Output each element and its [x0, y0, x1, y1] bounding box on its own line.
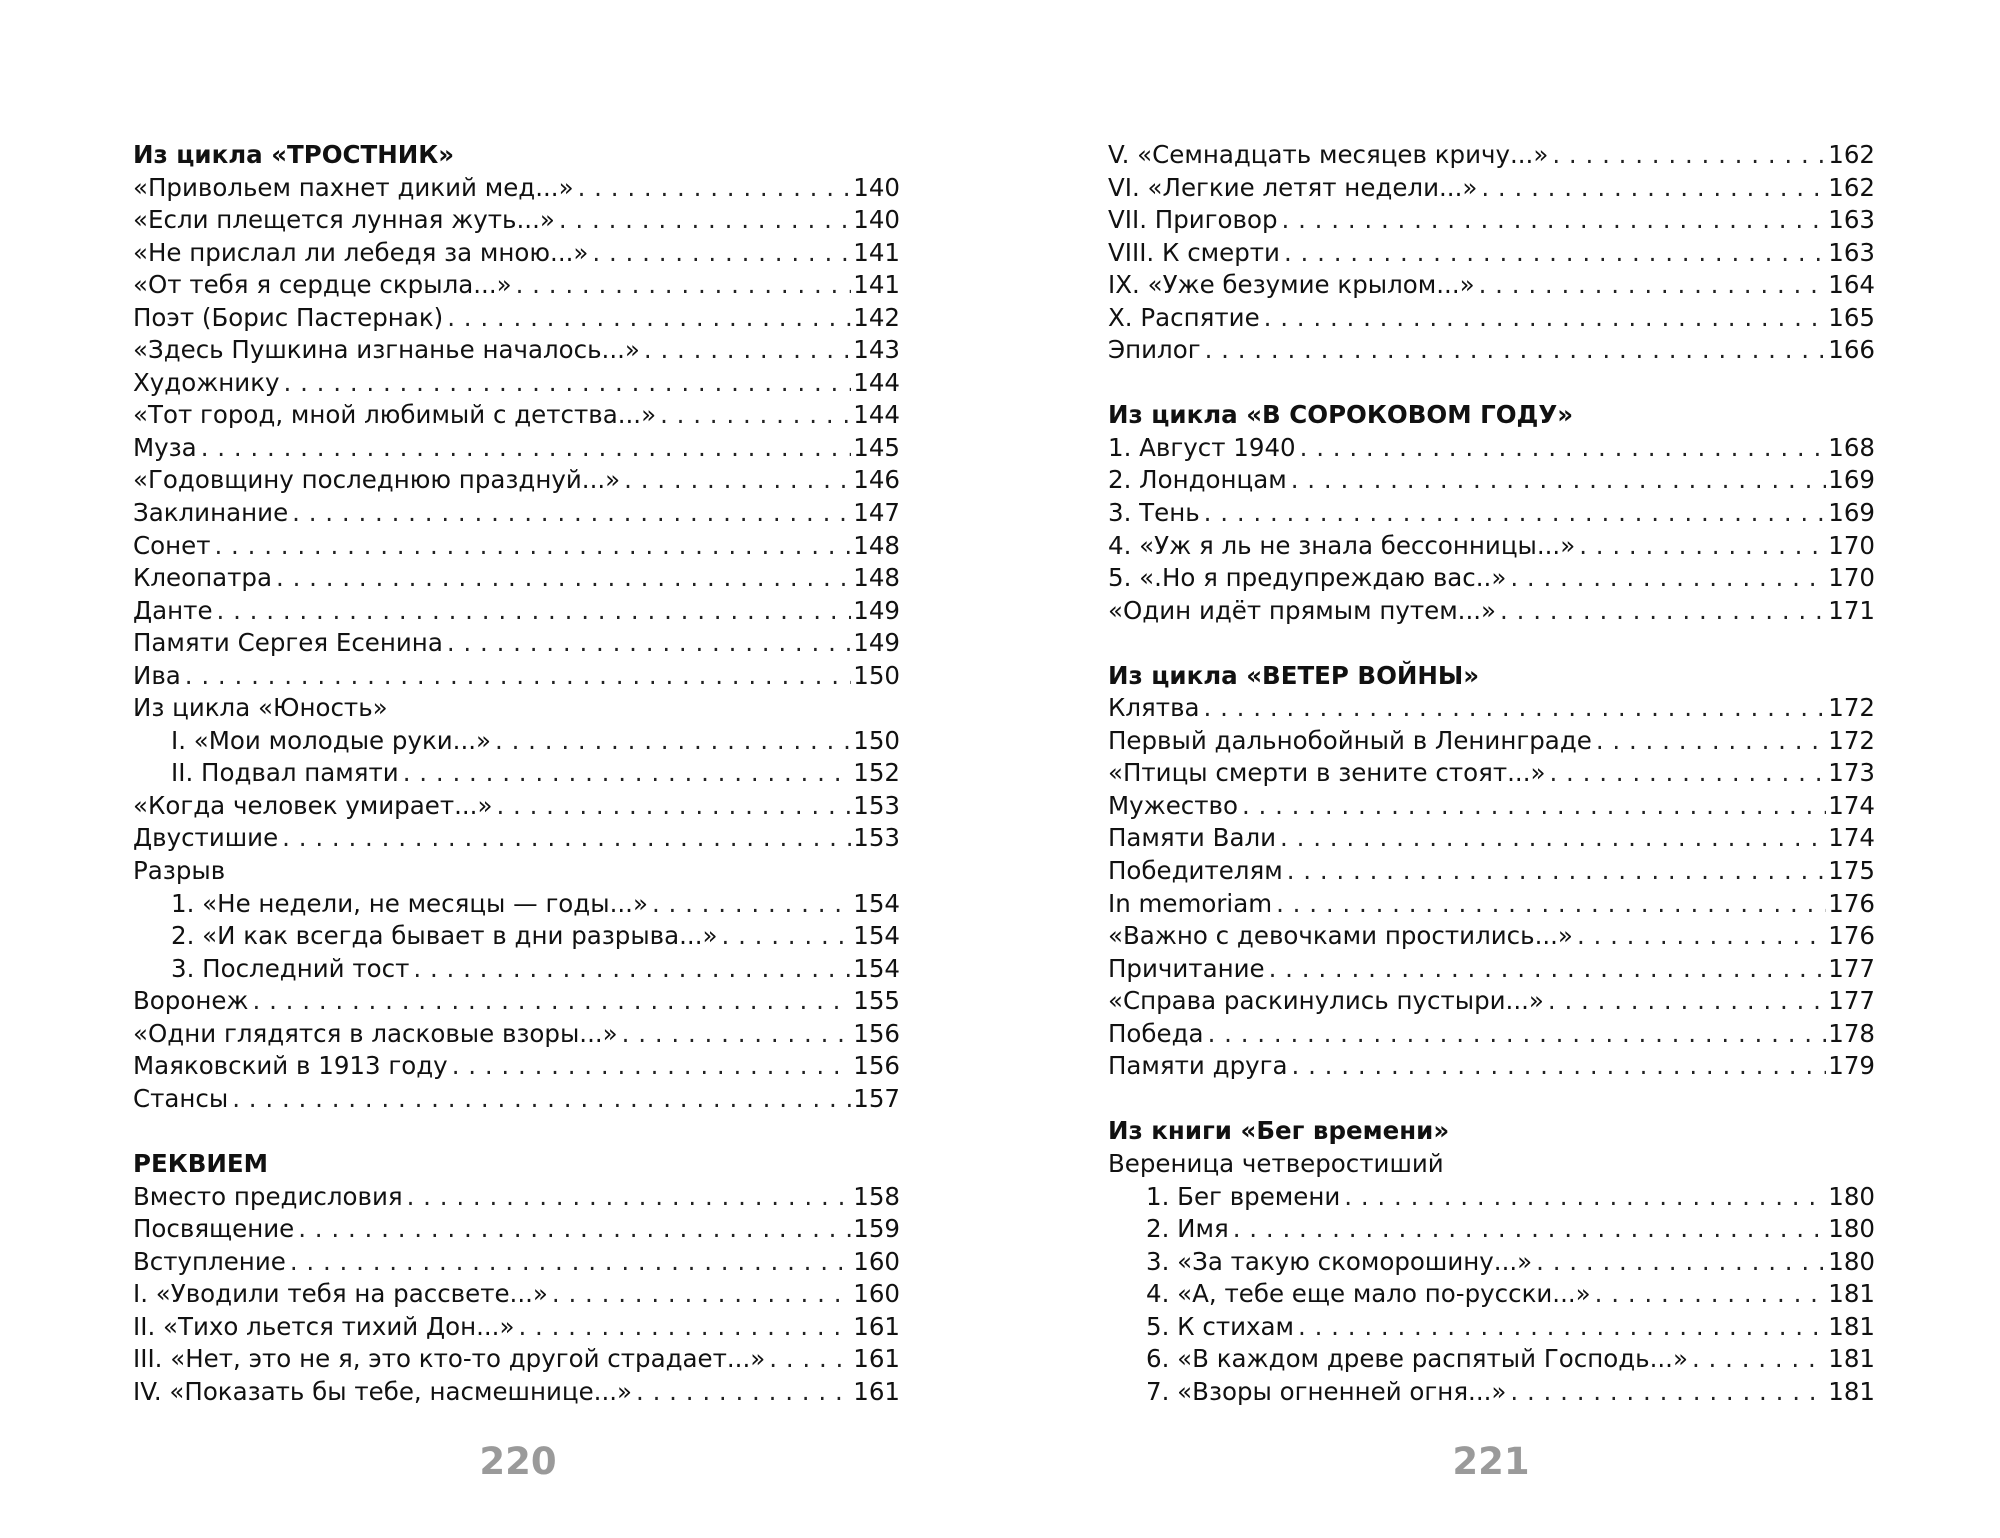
dot-leader: [495, 725, 851, 758]
entry-page-number: 152: [853, 758, 900, 788]
entry-page-number: 157: [853, 1083, 900, 1113]
entry-title: Победа: [1108, 1018, 1204, 1048]
dot-leader: [769, 1343, 851, 1376]
entry-title: 7. «Взоры огненней огня...»: [1146, 1376, 1507, 1406]
entry-title: «Одни глядятся в ласковые взоры...»: [133, 1018, 618, 1048]
dot-leader: [413, 953, 851, 986]
entry-title: Памяти Сергея Есенина: [133, 628, 443, 658]
entry-page-number: 156: [853, 1018, 900, 1048]
entry-page-number: 149: [853, 595, 900, 625]
toc-entry: [133, 790, 900, 823]
toc-entry: [1108, 204, 1875, 237]
dot-leader: [559, 204, 851, 237]
dot-leader: [1284, 237, 1826, 270]
dot-leader: [592, 237, 851, 270]
entry-page-number: 146: [853, 465, 900, 495]
entry-title: Клятва: [1108, 693, 1200, 723]
dot-leader: [217, 595, 852, 628]
entry-title: 1. «Не недели, не месяцы — годы...»: [171, 888, 648, 918]
toc-entry: [133, 920, 900, 953]
toc-entry: [133, 985, 900, 1018]
entry-title: Ива: [133, 660, 181, 690]
entry-page-number: 161: [853, 1344, 900, 1374]
dot-leader: [1280, 822, 1826, 855]
entry-title: 5. К стихам: [1146, 1311, 1295, 1341]
toc-entry: [133, 757, 900, 790]
entry-page-number: 176: [1828, 888, 1875, 918]
entry-title: 4. «А, тебе еще мало по-русски...»: [1146, 1279, 1591, 1309]
toc-entry: [1108, 432, 1875, 465]
toc-entry: [133, 302, 900, 335]
entry-page-number: 147: [853, 498, 900, 528]
dot-leader: [292, 497, 851, 530]
dot-leader: [403, 757, 852, 790]
dot-leader: [1204, 692, 1827, 725]
toc-entry: [133, 822, 900, 855]
toc-entry: [133, 172, 900, 205]
toc-entry: [133, 953, 900, 986]
entry-title: Причитание: [1108, 953, 1265, 983]
entry-page-number: 160: [853, 1246, 900, 1276]
entry-title: Из цикла «В СОРОКОВОМ ГОДУ»: [1108, 400, 1574, 430]
toc-entry: [133, 269, 900, 302]
dot-leader: [1596, 725, 1826, 758]
entry-page-number: 180: [1828, 1214, 1875, 1244]
entry-page-number: 148: [853, 563, 900, 593]
dot-leader: [496, 790, 851, 823]
dot-leader: [290, 1246, 851, 1279]
toc-entry: [1108, 692, 1875, 725]
toc-entry: [133, 725, 900, 758]
page-number-right: 221: [1452, 1440, 1530, 1483]
toc-entry: [1108, 757, 1875, 790]
entry-page-number: 181: [1828, 1376, 1875, 1406]
entry-title: III. «Нет, это не я, это кто-то другой страдает...»: [133, 1344, 766, 1374]
toc-entry: [133, 1083, 900, 1116]
entry-page-number: 161: [853, 1376, 900, 1406]
toc-entry: [133, 237, 900, 270]
entry-page-number: 141: [853, 270, 900, 300]
entry-page-number: 144: [853, 400, 900, 430]
entry-page-number: 181: [1828, 1311, 1875, 1341]
entry-page-number: 180: [1828, 1246, 1875, 1276]
entry-title: 5. «.Но я предупреждаю вас..»: [1108, 563, 1507, 593]
entry-page-number: 155: [853, 986, 900, 1016]
entry-title: II. Подвал памяти: [171, 758, 399, 788]
entry-title: «Важно с девочками простились...»: [1108, 921, 1573, 951]
toc-entry: [133, 1376, 900, 1409]
entry-page-number: 179: [1828, 1051, 1875, 1081]
entry-page-number: 141: [853, 237, 900, 267]
toc-entry: [133, 432, 900, 465]
entry-title: Двустишие: [133, 823, 279, 853]
entry-page-number: 172: [1828, 725, 1875, 755]
entry-page-number: 145: [853, 432, 900, 462]
dot-leader: [1536, 1246, 1826, 1279]
entry-title: X. Распятие: [1108, 302, 1260, 332]
section-heading: [1108, 660, 1875, 693]
dot-leader: [1548, 985, 1826, 1018]
entry-page-number: 161: [853, 1311, 900, 1341]
dot-leader: [201, 432, 852, 465]
dot-leader: [214, 530, 851, 563]
entry-title: Из книги «Бег времени»: [1108, 1116, 1450, 1146]
entry-title: V. «Семнадцать месяцев кричу...»: [1108, 140, 1549, 169]
toc-entry: [1108, 497, 1875, 530]
toc-entry: [1108, 464, 1875, 497]
entry-page-number: 148: [853, 530, 900, 560]
entry-title: Клеопатра: [133, 563, 272, 593]
toc-entry: [1108, 790, 1875, 823]
entry-title: Сонет: [133, 530, 211, 560]
entry-title: 4. «Уж я ль не знала бессонницы...»: [1108, 530, 1576, 560]
section-gap: [1108, 1083, 1875, 1116]
dot-leader: [1208, 1018, 1827, 1051]
entry-title: 1. Бег времени: [1146, 1181, 1341, 1211]
entry-title: Из цикла «ВЕТЕР ВОЙНЫ»: [1108, 660, 1480, 690]
dot-leader: [1500, 595, 1826, 628]
entry-page-number: 158: [853, 1181, 900, 1211]
entry-title: Победителям: [1108, 856, 1283, 886]
entry-page-number: 153: [853, 790, 900, 820]
entry-title: IX. «Уже безумие крылом...»: [1108, 270, 1475, 300]
toc-entry: [133, 888, 900, 921]
toc-entry: [133, 497, 900, 530]
entry-title: «Когда человек умирает...»: [133, 790, 493, 820]
section-heading: [133, 139, 900, 172]
dot-leader: [1205, 334, 1827, 367]
toc-entry: [133, 530, 900, 563]
dot-leader: [660, 399, 851, 432]
dot-leader: [1276, 888, 1826, 921]
toc-entry: [1108, 1181, 1875, 1214]
toc-entry: [1108, 302, 1875, 335]
entry-title: 3. «За такую скоморошину...»: [1146, 1246, 1533, 1276]
toc-entry: [1108, 985, 1875, 1018]
toc-entry: [133, 562, 900, 595]
toc-entry: [1108, 595, 1875, 628]
entry-title: «Один идёт прямым путем...»: [1108, 595, 1497, 625]
entry-page-number: 174: [1828, 823, 1875, 853]
entry-page-number: 171: [1828, 595, 1875, 625]
entry-title: Художнику: [133, 367, 280, 397]
entry-title: Из цикла «ТРОСТНИК»: [133, 140, 455, 169]
toc-entry: [1108, 139, 1875, 172]
entry-title: Эпилог: [1108, 335, 1201, 365]
entry-page-number: 164: [1828, 270, 1875, 300]
entry-title: Разрыв: [133, 856, 226, 886]
toc-entry: [1108, 725, 1875, 758]
toc-entry: [1108, 334, 1875, 367]
page-number-left: 220: [479, 1440, 557, 1483]
toc-entry: [1108, 1018, 1875, 1051]
toc-entry: [1108, 1246, 1875, 1279]
dot-leader: [636, 1376, 851, 1409]
entry-page-number: 173: [1828, 758, 1875, 788]
entry-page-number: 150: [853, 725, 900, 755]
entry-title: РЕКВИЕМ: [133, 1148, 269, 1178]
entry-title: VI. «Легкие летят недели...»: [1108, 172, 1478, 202]
toc-entry: [1108, 1343, 1875, 1376]
toc-entry: [133, 464, 900, 497]
entry-page-number: 165: [1828, 302, 1875, 332]
dot-leader: [276, 562, 851, 595]
left-page-toc: [133, 139, 900, 1408]
entry-title: 2. Лондонцам: [1108, 465, 1287, 495]
entry-title: «Не прислал ли лебедя за мною...»: [133, 237, 589, 267]
toc-entry: [1108, 855, 1875, 888]
toc-entry: [1108, 237, 1875, 270]
toc-entry: [133, 367, 900, 400]
dot-leader: [447, 302, 851, 335]
dot-leader: [552, 1278, 851, 1311]
toc-entry: [133, 204, 900, 237]
dot-leader: [1204, 497, 1827, 530]
entry-title: «Здесь Пушкина изгнанье началось...»: [133, 335, 640, 365]
entry-title: Поэт (Борис Пастернак): [133, 302, 444, 332]
toc-entry: [1108, 920, 1875, 953]
section-heading: [1108, 399, 1875, 432]
entry-page-number: 162: [1828, 140, 1875, 169]
entry-page-number: 177: [1828, 986, 1875, 1016]
entry-title: Посвящение: [133, 1214, 295, 1244]
dot-leader: [447, 627, 851, 660]
dot-leader: [298, 1213, 851, 1246]
entry-title: «Если плещется лунная жуть...»: [133, 205, 555, 235]
entry-title: 1. Август 1940: [1108, 432, 1296, 462]
toc-entry: [133, 660, 900, 693]
dot-leader: [282, 822, 851, 855]
entry-title: In memoriam: [1108, 888, 1273, 918]
entry-page-number: 180: [1828, 1181, 1875, 1211]
toc-entry: [1108, 1278, 1875, 1311]
section-gap: [133, 1115, 900, 1148]
entry-page-number: 140: [853, 172, 900, 202]
entry-page-number: 178: [1828, 1018, 1875, 1048]
dot-leader: [644, 334, 851, 367]
entry-title: Воронеж: [133, 986, 249, 1016]
toc-entry: [133, 1213, 900, 1246]
toc-entry: [1108, 953, 1875, 986]
entry-title: «Птицы смерти в зените стоят...»: [1108, 758, 1546, 788]
entry-page-number: 170: [1828, 563, 1875, 593]
entry-page-number: 166: [1828, 335, 1875, 365]
dot-leader: [1298, 1311, 1826, 1344]
dot-leader: [1692, 1343, 1826, 1376]
entry-title: Заклинание: [133, 498, 289, 528]
toc-entry: [1108, 1376, 1875, 1409]
dot-leader: [1577, 920, 1826, 953]
dot-leader: [1269, 953, 1827, 986]
entry-title: 3. Последний тост: [171, 953, 410, 983]
dot-leader: [284, 367, 852, 400]
subsection-title: [1108, 1148, 1875, 1181]
dot-leader: [1291, 464, 1827, 497]
toc-entry: [1108, 1050, 1875, 1083]
entry-title: I. «Уводили тебя на рассвете...»: [133, 1279, 548, 1309]
entry-title: Вместо предисловия: [133, 1181, 403, 1211]
section-gap: [1108, 367, 1875, 400]
section-heading: [133, 1148, 900, 1181]
entry-page-number: 181: [1828, 1344, 1875, 1374]
entry-page-number: 163: [1828, 237, 1875, 267]
entry-title: Мужество: [1108, 790, 1238, 820]
dot-leader: [1300, 432, 1827, 465]
entry-title: VII. Приговор: [1108, 205, 1278, 235]
section-heading: [1108, 1115, 1875, 1148]
dot-leader: [1510, 1376, 1826, 1409]
subsection-title: [133, 855, 900, 888]
dot-leader: [1479, 269, 1827, 302]
dot-leader: [622, 1018, 852, 1051]
entry-title: Вереница четверостиший: [1108, 1148, 1444, 1178]
toc-entry: [133, 1278, 900, 1311]
toc-entry: [1108, 530, 1875, 563]
entry-page-number: 159: [853, 1214, 900, 1244]
entry-title: 3. Тень: [1108, 498, 1200, 528]
toc-entry: [133, 1050, 900, 1083]
entry-title: 2. «И как всегда бывает в дни разрыва...»: [171, 921, 718, 951]
entry-title: Памяти друга: [1108, 1051, 1288, 1081]
toc-entry: [133, 1343, 900, 1376]
entry-title: 2. Имя: [1146, 1214, 1229, 1244]
dot-leader: [1579, 530, 1826, 563]
toc-entry: [133, 1181, 900, 1214]
dot-leader: [1510, 562, 1826, 595]
entry-title: 6. «В каждом древе распятый Господь...»: [1146, 1344, 1688, 1374]
dot-leader: [518, 1311, 851, 1344]
entry-title: Муза: [133, 432, 197, 462]
dot-leader: [1552, 139, 1826, 172]
toc-entry: [133, 1311, 900, 1344]
entry-page-number: 162: [1828, 172, 1875, 202]
entry-page-number: 143: [853, 335, 900, 365]
entry-title: IV. «Показать бы тебе, насмешнице...»: [133, 1376, 633, 1406]
dot-leader: [452, 1050, 852, 1083]
entry-page-number: 176: [1828, 921, 1875, 951]
toc-entry: [133, 399, 900, 432]
dot-leader: [1595, 1278, 1827, 1311]
entry-page-number: 144: [853, 367, 900, 397]
entry-title: Данте: [133, 595, 213, 625]
entry-title: «Привольем пахнет дикий мед...»: [133, 172, 574, 202]
entry-title: «Справа раскинулись пустыри...»: [1108, 986, 1544, 1016]
toc-entry: [1108, 562, 1875, 595]
dot-leader: [722, 920, 852, 953]
entry-page-number: 181: [1828, 1279, 1875, 1309]
dot-leader: [1344, 1181, 1826, 1214]
entry-page-number: 169: [1828, 465, 1875, 495]
entry-page-number: 175: [1828, 856, 1875, 886]
dot-leader: [578, 172, 852, 205]
toc-entry: [133, 595, 900, 628]
entry-title: Из цикла «Юность»: [133, 693, 388, 723]
toc-entry: [1108, 1311, 1875, 1344]
dot-leader: [1481, 172, 1826, 205]
right-page-toc: [1108, 139, 1875, 1408]
entry-title: Маяковский в 1913 году: [133, 1051, 448, 1081]
entry-page-number: 154: [853, 888, 900, 918]
dot-leader: [624, 464, 851, 497]
dot-leader: [185, 660, 851, 693]
dot-leader: [232, 1083, 851, 1116]
dot-leader: [407, 1181, 852, 1214]
dot-leader: [1549, 757, 1826, 790]
entry-page-number: 163: [1828, 205, 1875, 235]
entry-title: VIII. К смерти: [1108, 237, 1280, 267]
toc-entry: [133, 627, 900, 660]
entry-title: Вступление: [133, 1246, 286, 1276]
toc-entry: [1108, 172, 1875, 205]
toc-entry: [1108, 1213, 1875, 1246]
entry-page-number: 170: [1828, 530, 1875, 560]
toc-entry: [1108, 888, 1875, 921]
entry-title: «От тебя я сердце скрыла...»: [133, 270, 512, 300]
subsection-title: [133, 692, 900, 725]
entry-page-number: 177: [1828, 953, 1875, 983]
dot-leader: [1233, 1213, 1827, 1246]
entry-page-number: 153: [853, 823, 900, 853]
toc-entry: [1108, 269, 1875, 302]
toc-entry: [133, 1246, 900, 1279]
entry-title: II. «Тихо льется тихий Дон...»: [133, 1311, 515, 1341]
toc-entry: [1108, 822, 1875, 855]
entry-page-number: 169: [1828, 498, 1875, 528]
dot-leader: [1292, 1050, 1827, 1083]
entry-page-number: 150: [853, 660, 900, 690]
entry-title: Памяти Вали: [1108, 823, 1277, 853]
entry-page-number: 156: [853, 1051, 900, 1081]
dot-leader: [516, 269, 852, 302]
entry-page-number: 154: [853, 921, 900, 951]
entry-title: Первый дальнобойный в Ленинграде: [1108, 725, 1592, 755]
entry-title: I. «Мои молодые руки...»: [171, 725, 492, 755]
entry-page-number: 140: [853, 205, 900, 235]
entry-page-number: 149: [853, 628, 900, 658]
entry-page-number: 172: [1828, 693, 1875, 723]
entry-title: Стансы: [133, 1083, 229, 1113]
dot-leader: [1264, 302, 1827, 335]
entry-title: «Тот город, мной любимый с детства...»: [133, 400, 657, 430]
entry-title: «Годовщину последнюю празднуй...»: [133, 465, 621, 495]
dot-leader: [652, 888, 851, 921]
dot-leader: [1282, 204, 1827, 237]
entry-page-number: 160: [853, 1279, 900, 1309]
dot-leader: [253, 985, 852, 1018]
dot-leader: [1287, 855, 1827, 888]
entry-page-number: 154: [853, 953, 900, 983]
toc-entry: [133, 1018, 900, 1051]
entry-page-number: 142: [853, 302, 900, 332]
section-gap: [1108, 627, 1875, 660]
entry-page-number: 168: [1828, 432, 1875, 462]
entry-page-number: 174: [1828, 790, 1875, 820]
toc-entry: [133, 334, 900, 367]
dot-leader: [1242, 790, 1826, 823]
